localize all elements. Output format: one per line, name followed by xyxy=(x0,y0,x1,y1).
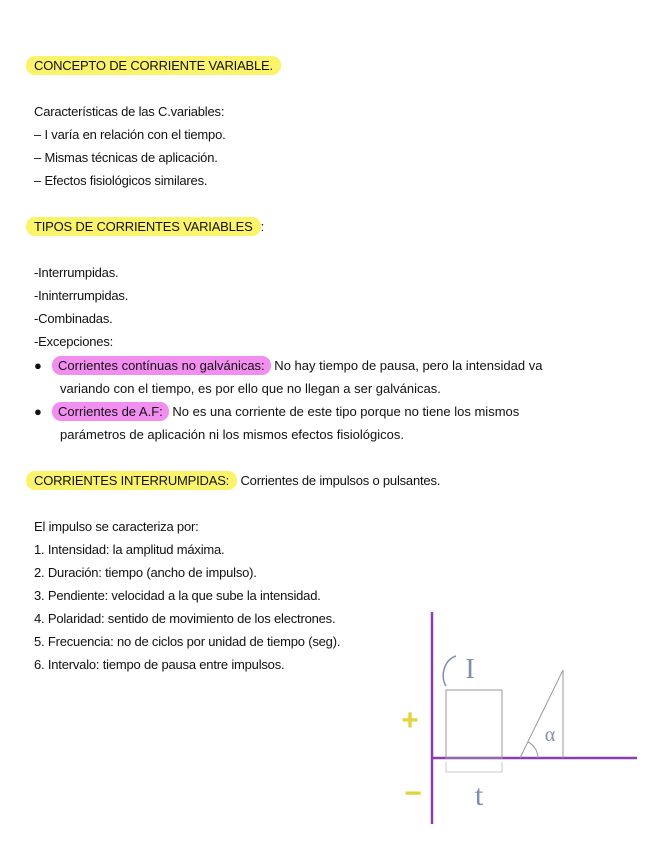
heading-suffix: : xyxy=(260,219,265,234)
duration-bracket xyxy=(446,762,502,772)
heading-highlight: CONCEPTO DE CORRIENTE VARIABLE. xyxy=(26,56,281,75)
section3-intro: El impulso se caracteriza por: xyxy=(34,519,199,534)
section1-intro: Características de las C.variables: xyxy=(34,104,225,119)
intensity-pointer xyxy=(443,656,456,686)
list-item: 1. Intensidad: la amplitud máxima. xyxy=(34,542,225,557)
intensity-label: I xyxy=(465,654,475,685)
bullet-continuation: parámetros de aplicación ni los mismos efectos fisiológicos. xyxy=(60,427,404,442)
angle-arc xyxy=(528,742,538,758)
list-item: – Mismas técnicas de aplicación. xyxy=(34,150,218,165)
list-item: 6. Intervalo: tiempo de pausa entre impulsos. xyxy=(34,657,285,672)
list-item: 3. Pendiente: velocidad a la que sube la intensidad. xyxy=(34,588,321,603)
bullet-body: No es una corriente de este tipo porque no tiene los mismos xyxy=(168,404,520,419)
time-label: t xyxy=(474,779,484,812)
list-item: 5. Frecuencia: no de ciclos por unidad de tiempo (seg). xyxy=(34,634,341,649)
list-item: 4. Polaridad: sentido de movimiento de los electrones. xyxy=(34,611,336,626)
heading-highlight: CORRIENTES INTERRUMPIDAS: xyxy=(26,471,237,490)
bullet-body: No hay tiempo de pausa, pero la intensidad va xyxy=(270,358,543,373)
list-item: – Efectos fisiológicos similares. xyxy=(34,173,208,188)
slope-line xyxy=(520,670,563,758)
plus-sign: + xyxy=(401,704,419,737)
bullet-label-highlight: Corrientes de A.F: xyxy=(52,402,169,421)
bullet-dot: ● xyxy=(34,404,42,419)
angle-label: α xyxy=(544,724,556,746)
bullet-continuation: variando con el tiempo, es por ello que no llegan a ser galvánicas. xyxy=(60,381,441,396)
bullet-dot: ● xyxy=(34,358,42,373)
list-item: -Excepciones: xyxy=(34,334,114,349)
list-item: -Combinadas. xyxy=(34,311,113,326)
list-item: 2. Duración: tiempo (ancho de impulso). xyxy=(34,565,257,580)
bullet-label-highlight: Corrientes contínuas no galvánicas: xyxy=(52,356,271,375)
heading-highlight: TIPOS DE CORRIENTES VARIABLES xyxy=(26,217,261,236)
list-item: -Ininterrumpidas. xyxy=(34,288,129,303)
list-item: – I varía en relación con el tiempo. xyxy=(34,127,226,142)
heading-rest: Corrientes de impulsos o pulsantes. xyxy=(237,473,441,488)
minus-sign: − xyxy=(404,777,422,810)
list-item: -Interrumpidas. xyxy=(34,265,119,280)
pulse-rectangle xyxy=(446,690,502,758)
